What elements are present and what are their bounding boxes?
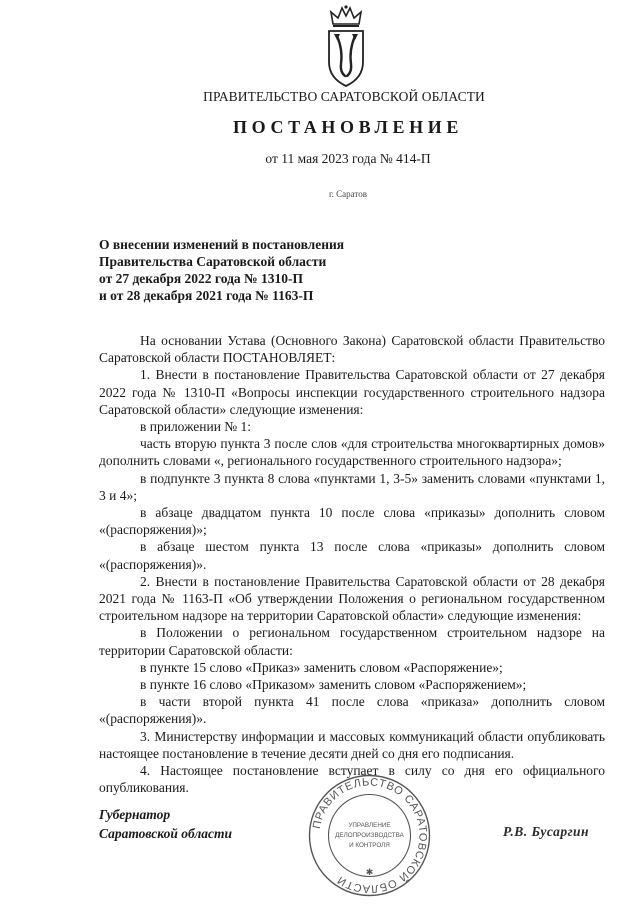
body-paragraph: 2. Внести в постановление Правительства Саратовской области от 28 декабря 2021 года № 1163-П «Об утверждении Положения о региональном государственном строительном надзоре на территории Саратовской области» следующие изменения:	[99, 573, 605, 624]
title-line: и от 28 декабря 2021 года № 1163-П	[99, 288, 314, 303]
body-paragraph: в абзаце шестом пункта 13 после слова «приказы» дополнить словом «(распоряжения)».	[99, 539, 605, 572]
signer-position-line: Саратовской области	[99, 826, 233, 841]
body-paragraph: На основании Устава (Основного Закона) Саратовской области Правительство Саратовской области ПОСТАНОВЛЯЕТ:	[99, 333, 605, 366]
signer-name: Р.В. Бусаргин	[503, 824, 590, 839]
title-line: О внесении изменений в постановления	[99, 237, 345, 252]
signer-position-line: Губернатор	[99, 807, 171, 822]
document-title	[99, 236, 519, 304]
coat-of-arms-icon	[321, 4, 371, 90]
stamp-inner-line: УПРАВЛЕНИЕ	[348, 822, 391, 829]
body-paragraph: в абзаце двадцатом пункта 10 после слова «приказы» дополнить словом «(распоряжения)»;	[99, 505, 605, 538]
body-paragraph: в пункте 16 слово «Приказом» заменить словом «Распоряжением»;	[140, 677, 527, 693]
document-date-number: от 11 мая 2023 года № 414-П	[265, 151, 431, 166]
stamp-inner-line: И КОНТРОЛЯ	[349, 842, 390, 849]
body-paragraph: в Положении о региональном государственном строительном надзоре на территории Саратовской области:	[99, 625, 605, 658]
body-paragraph: 4. Настоящее постановление вступает в силу со дня его официального опубликования.	[99, 763, 605, 796]
body-paragraph: часть вторую пункта 3 после слов «для строительства многоквартирных домов» дополнить словами «, регионального государственного строительного надзора»;	[99, 436, 605, 469]
government-name: ПРАВИТЕЛЬСТВО САРАТОВСКОЙ ОБЛАСТИ	[203, 89, 485, 104]
body-paragraph: в приложении № 1:	[140, 419, 252, 435]
document-city: г. Саратов	[329, 189, 367, 199]
title-line: Правительства Саратовской области	[99, 254, 327, 269]
body-paragraph: 3. Министерству информации и массовых коммуникаций области опубликовать настоящее постановление в течение десяти дней со дня его подписания.	[99, 728, 605, 761]
document-type: ПОСТАНОВЛЕНИЕ	[233, 117, 463, 137]
body-paragraph: 1. Внести в постановление Правительства Саратовской области от 27 декабря 2022 года № 1310-П «Вопросы инспекции государственного строительного надзора Саратовской области» следующие изменения:	[99, 367, 605, 417]
body-paragraph: в подпункте 3 пункта 8 слова «пунктами 1, 3-5» заменить словами «пунктами 1, 3 и 4»;	[99, 470, 605, 503]
official-stamp-icon	[307, 773, 432, 898]
body-paragraph: в пункте 15 слово «Приказ» заменить словом «Распоряжение»;	[140, 659, 503, 675]
signer-position	[99, 805, 232, 843]
document-body	[99, 332, 605, 796]
stamp-inner-line: ДЕЛОПРОИЗВОДСТВА	[335, 832, 404, 839]
stamp-outer-text: ПРАВИТЕЛЬСТВО САРАТОВСКОЙ ОБЛАСТИ	[310, 776, 429, 895]
title-line: от 27 декабря 2022 года № 1310-П	[99, 271, 303, 286]
svg-text:✱: ✱	[365, 868, 374, 878]
body-paragraph: в части второй пункта 41 после слова «приказа» дополнить словом «(распоряжения)».	[99, 694, 605, 727]
